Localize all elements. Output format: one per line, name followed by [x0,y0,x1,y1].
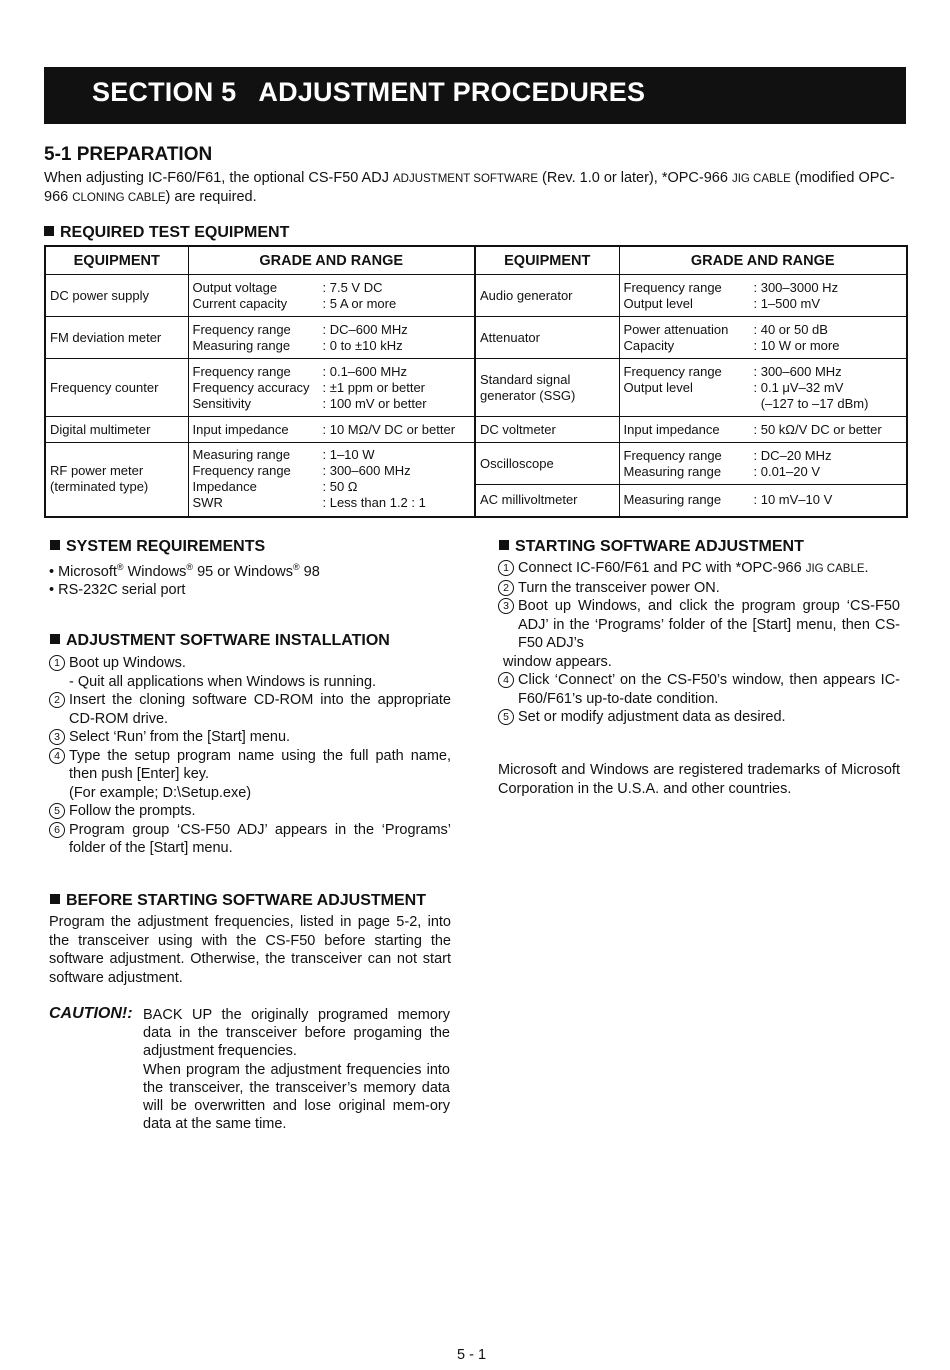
intro-text: (modified OPC-966 [44,170,895,205]
text: 95 or Windows [193,563,293,580]
heading-text: STARTING SOFTWARE ADJUSTMENT [515,538,804,555]
list-item [498,579,900,598]
equipment-name: Frequency counter [45,359,188,417]
circled-number: 3 [498,598,514,614]
step-number [498,597,518,653]
spec-key: Sensitivity [192,395,252,411]
step-text: Boot up Windows. [69,655,186,671]
spec-value: : DC–20 MHz [753,447,832,463]
starting-adjustment-heading [499,538,804,556]
intro-text: (Rev. 1.0 or later), *OPC-966 [538,170,732,186]
spec-value: : 0.01–20 V [753,463,820,479]
text: • Microsoft [49,563,117,580]
spec-value: : 10 W or more [753,337,840,353]
spec-cell [619,275,907,317]
before-starting-body: Program the adjustment frequencies, listed in page 5-2, into the transceiver using with the CS-F50 before starting the software adjustment. Otherwise, the transceiver can not start software adjustment. [49,914,451,986]
table-row [45,359,907,417]
spec-cell [619,417,907,443]
spec-key: Input impedance [192,421,289,437]
spec-key: Frequency range [192,363,291,379]
list-item [49,673,451,692]
spec-key: Measuring range [192,337,291,353]
text: . [864,560,869,576]
spec-value: : 300–3000 Hz [753,279,839,295]
spec-line [193,422,471,438]
circled-number: 6 [49,822,65,838]
heading-text: SYSTEM REQUIREMENTS [66,538,266,555]
spec-value: : 0 to ±10 kHz [322,337,403,353]
list-item [498,671,900,708]
spec-line [624,422,903,438]
spec-key: Frequency range [623,279,722,295]
equipment-name: DC power supply [45,275,188,317]
step-text: Turn the transceiver power ON. [518,579,720,596]
equipment-name: FM deviation meter [45,317,188,359]
spec-line [193,364,471,380]
text: Windows [123,563,187,580]
step-number [498,708,518,727]
equipment-name: DC voltmeter [475,417,619,443]
square-bullet-icon [44,226,54,236]
registered-mark: ® [293,562,300,572]
equipment-name: Digital multimeter [45,417,188,443]
spec-cell [188,417,475,443]
spec-key: Frequency range [192,321,291,337]
spec-value: (–127 to –17 dBm) [753,395,869,411]
list-item [498,597,900,653]
circled-number: 2 [49,692,65,708]
test-equipment-heading [44,224,289,242]
spec-line [193,495,471,511]
step-text: Click ‘Connect’ on the CS-F50’s window, then appears IC-F60/F61’s up-to-date condition. [518,672,900,707]
spec-value: : 7.5 V DC [322,279,383,295]
circled-number: 4 [49,748,65,764]
spec-value: : 10 mV–10 V [753,492,833,508]
trademark-note: Microsoft and Windows are registered trademarks of Microsoft Corporation in the U.S.A. and other countries. [498,762,900,797]
spec-cell [619,485,907,517]
step-number [49,654,69,673]
circled-number: 5 [498,709,514,725]
spec-key: Frequency range [192,463,291,479]
equipment-name: Attenuator [475,317,619,359]
spec-value: : 0.1 μV–32 mV [753,379,844,395]
caution-paragraph: BACK UP the originally programed memory data in the transceiver before progaming the adjustment frequencies. [143,1007,450,1060]
intro-smallcaps: CLONING CABLE [72,192,166,204]
spec-value: : 300–600 MHz [322,463,411,479]
spec-key: SWR [192,495,223,511]
spec-key: Frequency range [623,363,722,379]
spec-key: Output level [623,379,693,395]
spec-value: : ±1 ppm or better [322,379,426,395]
table-row [45,443,907,485]
spec-line [193,322,471,338]
circled-number: 3 [49,729,65,745]
spec-key [624,396,754,412]
spec-line [193,463,471,479]
square-bullet-icon [499,540,509,550]
heading-text: REQUIRED TEST EQUIPMENT [60,224,290,241]
test-equipment-table [44,245,908,518]
spec-line [624,464,903,480]
spec-key: Measuring range [623,463,722,479]
spec-cell [619,443,907,485]
spec-key: Output level [623,295,693,311]
step-number [49,747,69,784]
spec-cell [188,275,475,317]
heading-text: BEFORE STARTING SOFTWARE ADJUSTMENT [66,892,426,909]
step-number [498,671,518,708]
installation-heading [50,632,390,650]
spec-key: Output voltage [192,279,278,295]
table-header: GRADE AND RANGE [188,246,475,275]
spec-key: Impedance [192,479,257,495]
system-requirements-list [49,558,451,600]
installation-steps [49,654,451,858]
spec-line [624,296,903,312]
spec-value: : Less than 1.2 : 1 [322,495,426,511]
spec-key: Capacity [623,337,675,353]
spec-key: Measuring range [623,492,722,508]
step-text: Program group ‘CS-F50 ADJ’ appears in the ‘Programs’ folder of the [Start] menu. [69,821,451,856]
circled-number: 5 [49,803,65,819]
circled-number: 4 [498,672,514,688]
list-item [49,784,451,803]
page-number: 5 - 1 [457,1347,487,1363]
step-text: - Quit all applications when Windows is running. [69,673,377,690]
step-text [518,559,900,579]
section-title: SECTION 5 ADJUSTMENT PROCEDURES [92,77,646,107]
spec-cell [619,317,907,359]
list-item [49,728,451,747]
list-item [49,802,451,821]
spec-key: Frequency accuracy [192,379,310,395]
spec-line [624,280,903,296]
spec-line [624,492,903,508]
list-item: • RS-232C serial port [49,582,186,599]
step-text: Follow the prompts. [69,803,196,819]
smallcaps-text: JIG CABLE [805,563,865,575]
spec-value: : 5 A or more [322,295,397,311]
step-number [498,579,518,598]
spec-cell [188,359,475,417]
circled-number: 2 [498,580,514,596]
table-header: GRADE AND RANGE [619,246,907,275]
table-row [45,317,907,359]
circled-number: 1 [49,655,65,671]
system-requirements-heading [50,538,265,556]
spec-line [624,322,903,338]
equipment-name: Standard signal generator (SSG) [475,359,619,417]
preparation-intro [44,169,906,207]
spec-line [624,448,903,464]
table-row [45,417,907,443]
spec-line [193,380,471,396]
spec-value: : 1–10 W [322,447,375,463]
step-number [49,802,69,821]
before-starting-heading [50,892,426,910]
spec-line [624,364,903,380]
equipment-name: RF power meter (terminated type) [45,443,188,517]
list-item [498,708,900,727]
equipment-name: Oscilloscope [475,443,619,485]
spec-line [193,280,471,296]
square-bullet-icon [50,894,60,904]
spec-line [624,338,903,354]
spec-line [193,338,471,354]
spec-key: Measuring range [192,447,291,463]
square-bullet-icon [50,634,60,644]
spec-cell [188,317,475,359]
step-text: Select ‘Run’ from the [Start] menu. [69,729,291,745]
equipment-name: AC millivoltmeter [475,485,619,517]
list-item [49,654,451,673]
list-item [49,821,451,858]
spec-line [193,447,471,463]
table-header-row [45,246,907,275]
spec-value: : 50 kΩ/V DC or better [753,421,882,437]
spec-value: : DC–600 MHz [322,321,408,337]
step-number [498,559,518,579]
table-header: EQUIPMENT [45,246,188,275]
caution-body [143,1006,450,1133]
list-item [498,653,900,672]
step-text: Insert the cloning software CD-ROM into the appropriate CD-ROM drive. [69,692,451,727]
spec-line [193,479,471,495]
intro-smallcaps: ADJUSTMENT SOFTWARE [392,173,539,185]
spec-value: : 100 mV or better [322,395,427,411]
caution-label: CAUTION!: [49,1005,133,1022]
spec-key: Power attenuation [623,321,729,337]
list-item [49,747,451,784]
spec-value: : 1–500 mV [753,295,820,311]
list-item [498,559,900,579]
spec-line [624,380,903,396]
intro-text: When adjusting IC-F60/F61, the optional CS-F50 ADJ [44,170,393,186]
step-number [49,728,69,747]
spec-cell [188,443,475,517]
list-item [49,558,451,581]
equipment-name: Audio generator [475,275,619,317]
spec-line [624,396,903,412]
spec-cell [619,359,907,417]
text: 98 [299,563,320,580]
spec-line [193,396,471,412]
spec-value: : 40 or 50 dB [753,321,828,337]
spec-value: : 300–600 MHz [753,363,842,379]
intro-smallcaps: JIG CABLE [731,173,791,185]
circled-number: 1 [498,560,514,576]
table-row [45,275,907,317]
spec-value: : 10 MΩ/V DC or better [322,421,456,437]
caution-paragraph: When program the adjustment frequencies into the transceiver, the transceiver’s memory data will be overwritten and lose original mem-ory data at the same time. [143,1061,450,1133]
step-number [49,784,69,803]
section-banner [44,67,906,124]
step-text: Type the setup program name using the full path name, then push [Enter] key. [69,747,451,782]
step-number [49,691,69,728]
spec-key: Current capacity [192,295,288,311]
starting-steps [498,559,900,727]
registered-mark: ® [116,562,124,572]
intro-text: ) are required. [165,189,257,205]
step-text: Set or modify adjustment data as desired. [518,709,786,725]
step-text: Boot up Windows, and click the program group ‘CS-F50 ADJ’ in the ‘Programs’ folder of the [Start] menu, then CS-F50 ADJ’s [518,598,900,651]
table-header: EQUIPMENT [475,246,619,275]
step-text: window appears. [503,653,612,670]
spec-line [193,296,471,312]
spec-key: Frequency range [623,447,722,463]
text: Connect IC-F60/F61 and PC with *OPC-966 [518,560,806,576]
step-number [49,821,69,858]
step-number [49,673,69,692]
list-item [49,691,451,728]
spec-value: : 0.1–600 MHz [322,363,408,379]
heading-text: ADJUSTMENT SOFTWARE INSTALLATION [66,632,390,649]
square-bullet-icon [50,540,60,550]
step-text: (For example; D:\Setup.exe) [69,784,252,801]
registered-mark: ® [186,562,194,572]
spec-key: Input impedance [623,421,720,437]
spec-value: : 50 Ω [322,479,358,495]
preparation-heading: 5-1 PREPARATION [44,144,213,165]
